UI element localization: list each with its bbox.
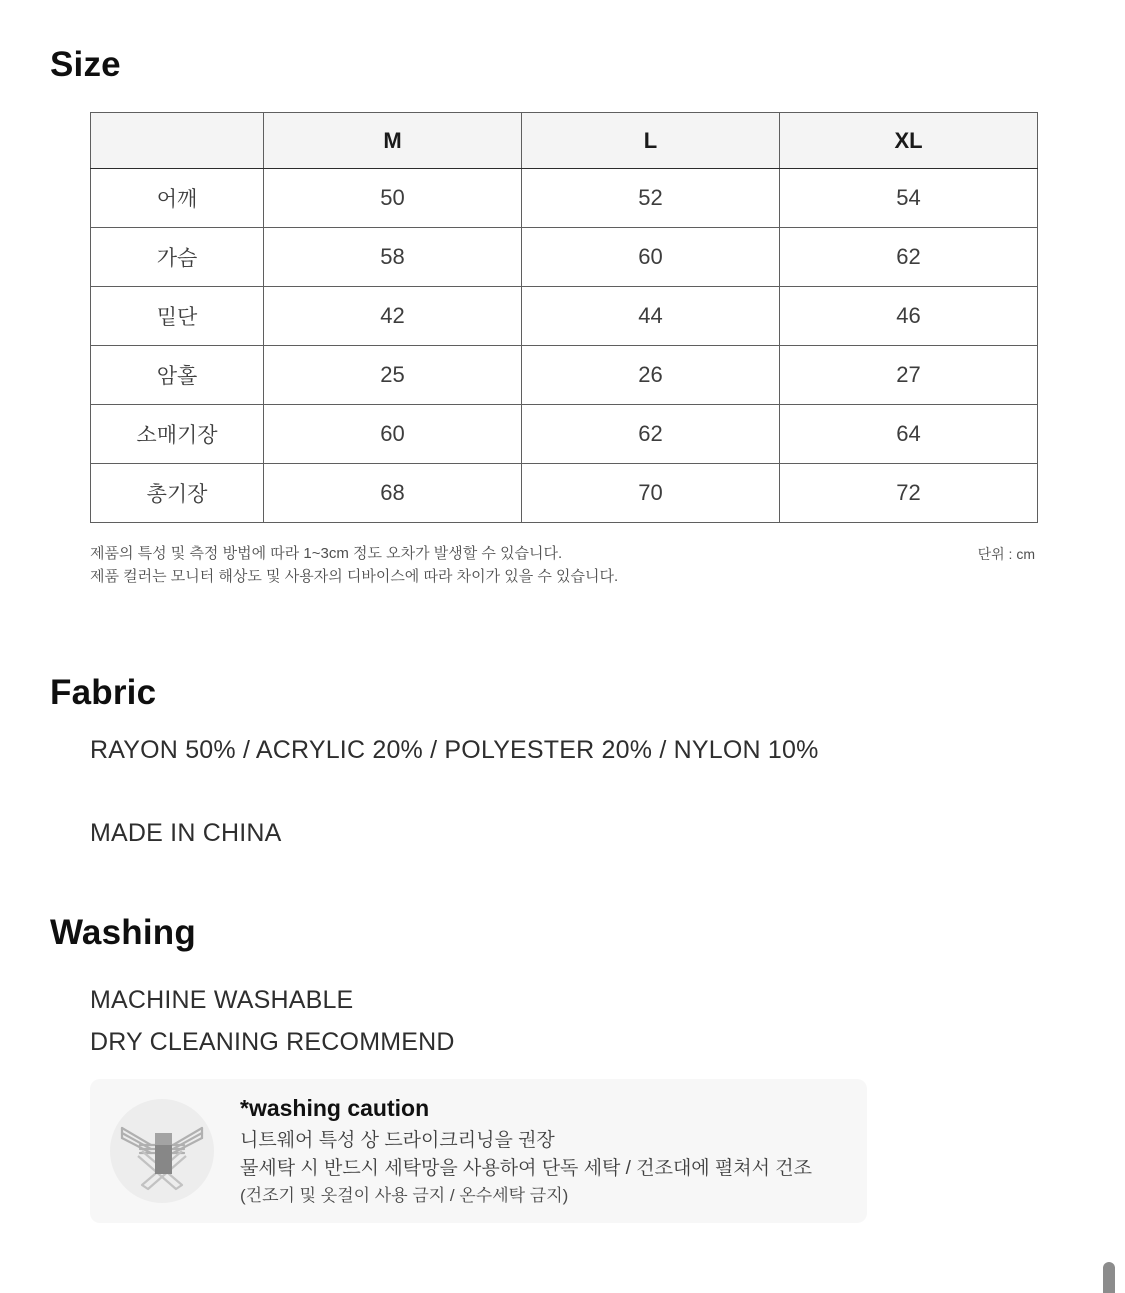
size-table-col-xl: XL [780,113,1038,169]
washing-line-machine: MACHINE WASHABLE [90,986,354,1014]
cell-value: 50 [264,169,522,228]
fabric-section-title: Fabric [50,673,157,712]
table-row [91,464,1038,523]
cell-value: 72 [780,464,1038,523]
size-table-notes [90,542,1035,588]
drying-rack-icon [110,1099,214,1203]
cell-value: 25 [264,346,522,405]
washing-instructions [0,979,1125,1063]
cell-value: 54 [780,169,1038,228]
cell-value: 62 [780,228,1038,287]
cell-value: 68 [264,464,522,523]
row-label-shoulder: 어깨 [91,169,264,228]
size-table [90,112,1038,523]
cell-value: 42 [264,287,522,346]
cell-value: 52 [522,169,780,228]
table-row [91,228,1038,287]
washing-caution-text [240,1094,812,1209]
unit-label: 단위 : cm [977,546,1035,562]
size-note-tolerance: 제품의 특성 및 측정 방법에 따라 1~3cm 정도 오차가 발생할 수 있습니다. [90,545,563,562]
table-row [91,169,1038,228]
table-row [91,405,1038,464]
cell-value: 26 [522,346,780,405]
cell-value: 60 [264,405,522,464]
caution-line-knitwear: 니트웨어 특성 상 드라이크리닝을 권장 [240,1129,555,1151]
scrollbar-thumb[interactable] [1103,1262,1115,1293]
table-row [91,346,1038,405]
washing-line-dry: DRY CLEANING RECOMMEND [90,1028,455,1056]
cell-value: 46 [780,287,1038,346]
washing-caution-box [90,1079,867,1223]
row-label-chest: 가슴 [91,228,264,287]
size-table-corner-cell [91,113,264,169]
cell-value: 44 [522,287,780,346]
size-section-title: Size [50,45,121,84]
cell-value: 58 [264,228,522,287]
fabric-origin: MADE IN CHINA [90,819,282,847]
row-label-total-length: 총기장 [91,464,264,523]
table-row [91,287,1038,346]
fabric-composition: RAYON 50% / ACRYLIC 20% / POLYESTER 20% / NYLON 10% [90,736,819,764]
caution-line-washnet: 물세탁 시 반드시 세탁망을 사용하여 단독 세탁 / 건조대에 펼쳐서 건조 [240,1157,812,1179]
row-label-hem: 밑단 [91,287,264,346]
row-label-armhole: 암홀 [91,346,264,405]
size-table-header-row [91,113,1038,169]
cell-value: 27 [780,346,1038,405]
washing-section-title: Washing [50,913,196,952]
cell-value: 62 [522,405,780,464]
cell-value: 60 [522,228,780,287]
size-table-col-l: L [522,113,780,169]
size-note-color: 제품 컬러는 모니터 해상도 및 사용자의 디바이스에 따라 차이가 있을 수 있습니다. [90,568,619,585]
cell-value: 64 [780,405,1038,464]
caution-line-prohibited: (건조기 및 옷걸이 사용 금지 / 온수세탁 금지) [240,1185,569,1205]
cell-value: 70 [522,464,780,523]
row-label-sleeve-length: 소매기장 [91,405,264,464]
washing-caution-title: *washing caution [240,1094,430,1121]
size-table-col-m: M [264,113,522,169]
